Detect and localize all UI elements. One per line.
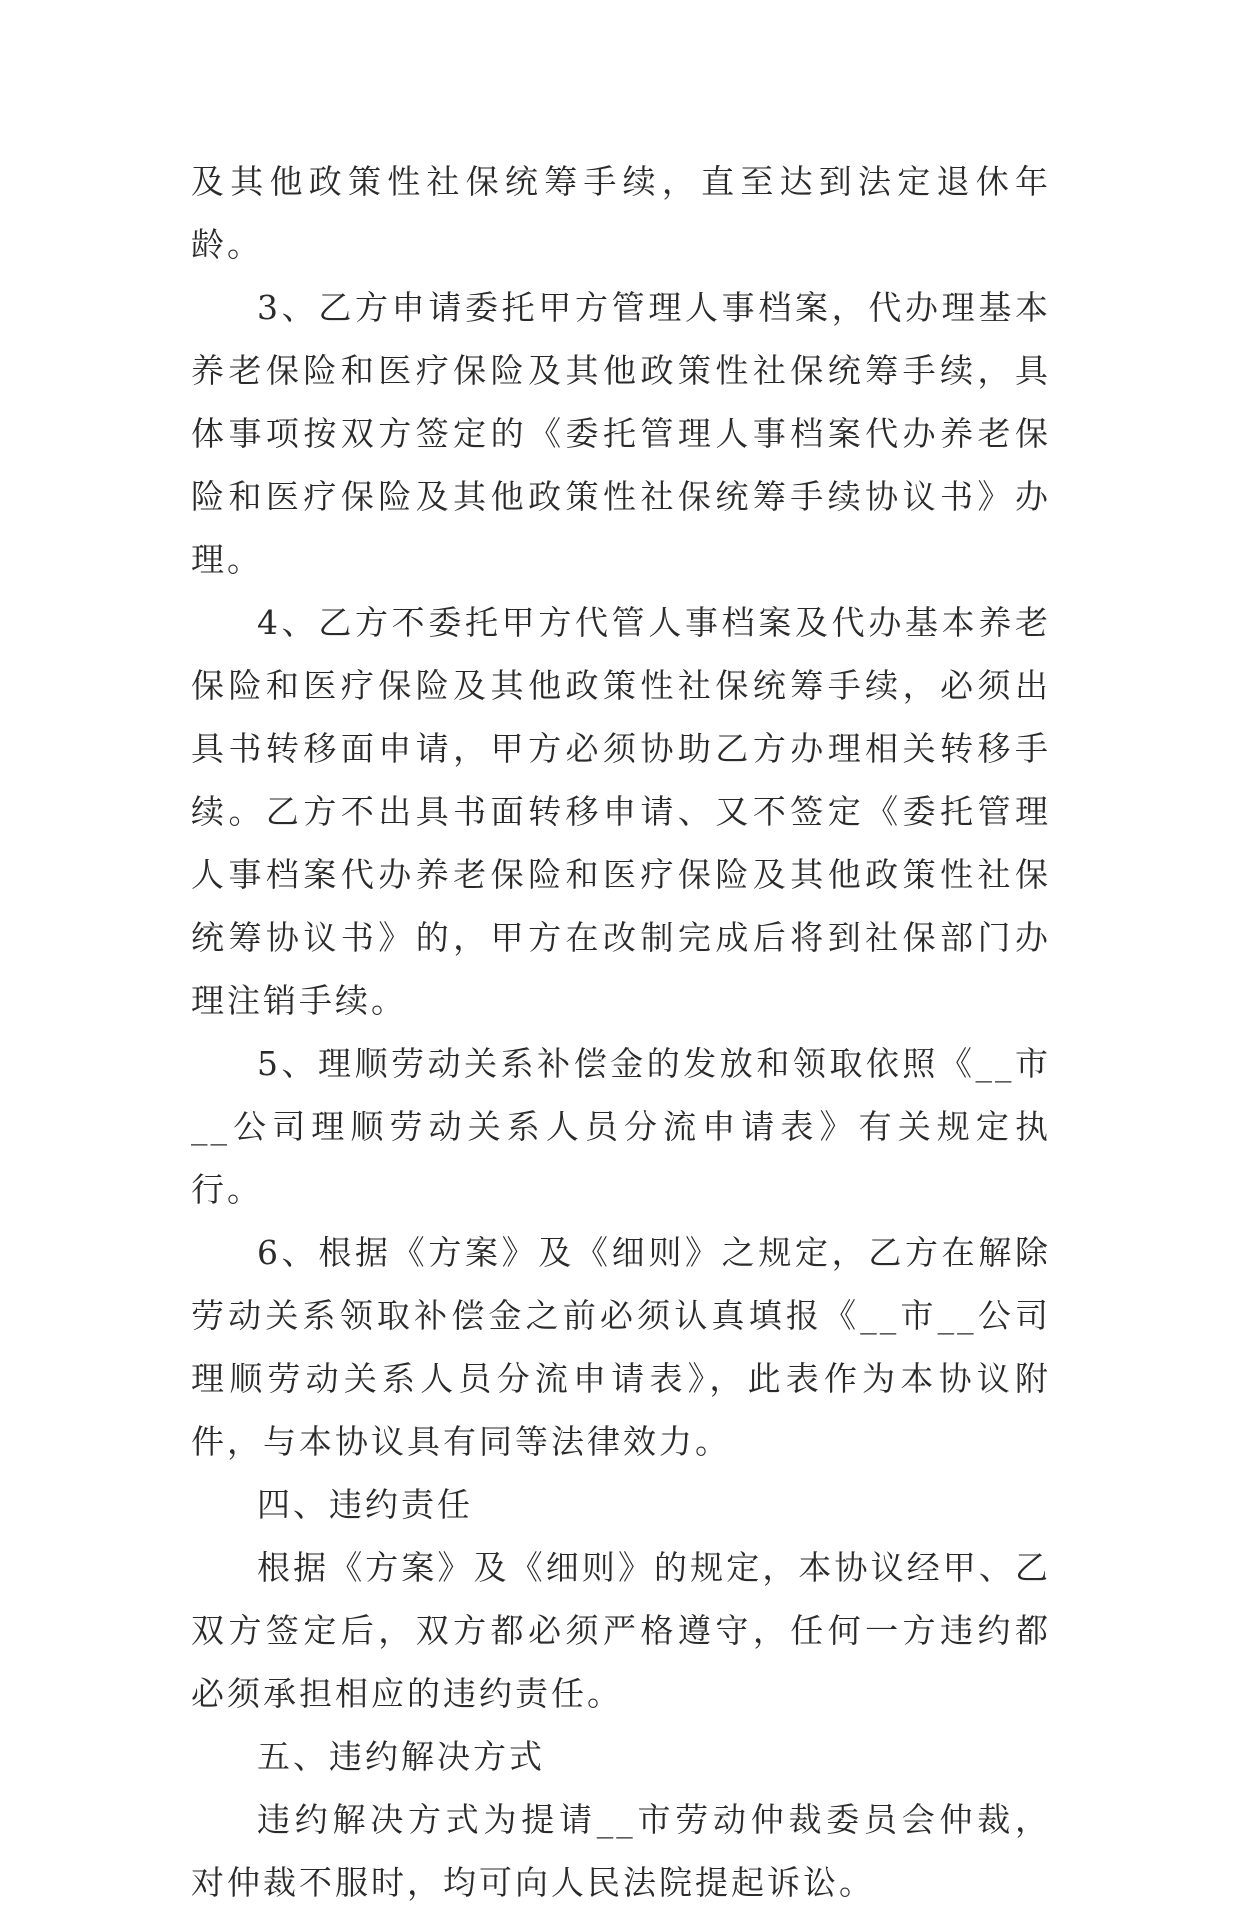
paragraph-clause-5: 5、理顺劳动关系补偿金的发放和领取依照《__市__公司理顺劳动关系人员分流申请表》有关规定执行。: [191, 1044, 1051, 1209]
paragraph-clause-4: 4、乙方不委托甲方代管人事档案及代办基本养老保险和医疗保险及其他政策性社保统筹手续，必须出具书转移面申请，甲方必须协助乙方办理相关转移手续。乙方不出具书面转移申请、又不签定《委托管理人事档案代办养老保险和医疗保险及其他政策性社保统筹协议书》的，甲方在改制完成后将到社保部门办理注销手续。: [191, 603, 1051, 1020]
section-heading-dispute-resolution: 五、违约解决方式: [257, 1737, 545, 1776]
paragraph-breach-liability: 根据《方案》及《细则》的规定，本协议经甲、乙双方签定后，双方都必须严格遵守，任何一方违约都必须承担相应的违约责任。: [191, 1548, 1051, 1713]
section-heading-breach-liability: 四、违约责任: [257, 1485, 473, 1524]
document-body: [191, 150, 1051, 1914]
paragraph-clause-3: 3、乙方申请委托甲方管理人事档案，代办理基本养老保险和医疗保险及其他政策性社保统筹手续，具体事项按双方签定的《委托管理人事档案代办养老保险和医疗保险及其他政策性社保统筹手续协议书》办理。: [191, 288, 1051, 579]
paragraph-dispute-resolution: 违约解决方式为提请__市劳动仲裁委员会仲裁，对仲裁不服时，均可向人民法院提起诉讼。: [191, 1800, 1051, 1902]
paragraph-continuation: 及其他政策性社保统筹手续，直至达到法定退休年龄。: [191, 162, 1051, 264]
paragraph-clause-6: 6、根据《方案》及《细则》之规定，乙方在解除劳动关系领取补偿金之前必须认真填报《__市__公司理顺劳动关系人员分流申请表》，此表作为本协议附件，与本协议具有同等法律效力。: [191, 1233, 1052, 1461]
